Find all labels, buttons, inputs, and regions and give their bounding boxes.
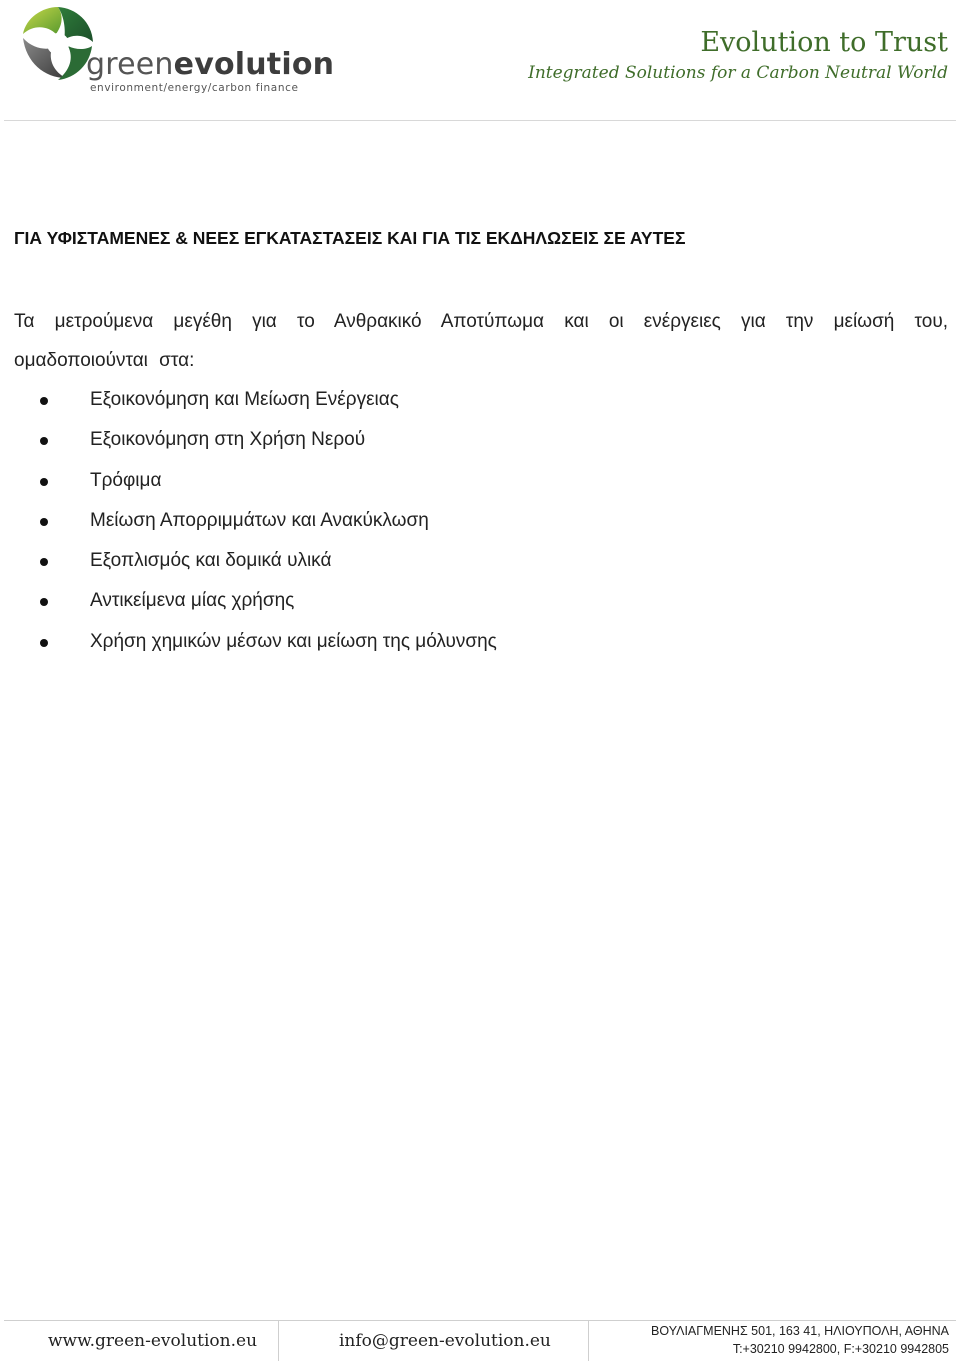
page-footer bbox=[4, 1321, 956, 1361]
tagline-subtitle: Integrated Solutions for a Carbon Neutral World bbox=[528, 63, 948, 83]
bullet-icon bbox=[40, 397, 48, 405]
list-item bbox=[14, 420, 948, 460]
tagline-title: Evolution to Trust bbox=[700, 27, 948, 58]
footer-contact-cell bbox=[588, 1321, 957, 1361]
page-header bbox=[0, 0, 960, 122]
bullet-icon bbox=[40, 518, 48, 526]
header-tagline bbox=[528, 26, 948, 86]
list-item-text: Χρήση χημικών μέσων και μείωση της μόλυνσης bbox=[90, 630, 497, 652]
list-item bbox=[14, 581, 948, 621]
document-body bbox=[14, 224, 948, 662]
email-link[interactable]: info@green-evolution.eu bbox=[339, 1331, 551, 1351]
list-item-text: Αντικείμενα μίας χρήσης bbox=[90, 590, 295, 612]
phone-text: T:+30210 9942800, F:+30210 9942805 bbox=[732, 1342, 949, 1356]
list-item bbox=[14, 380, 948, 420]
address-text: ΒΟΥΛΙΑΓΜΕΝΗΣ 501, 163 41, ΗΛΙΟΥΠΟΛΗ, ΑΘΗΝΑ bbox=[651, 1324, 949, 1338]
list-item bbox=[14, 622, 948, 662]
list-item-text: Εξοπλισμός και δομικά υλικά bbox=[90, 550, 332, 572]
list-item-text: Μείωση Απορριμμάτων και Ανακύκλωση bbox=[90, 509, 429, 531]
categories-list bbox=[14, 380, 948, 662]
logo-wordmark: greenevolution bbox=[86, 47, 335, 82]
list-item-text: Εξοικονόμηση στη Χρήση Νερού bbox=[90, 429, 366, 451]
list-item-text: Τρόφιμα bbox=[90, 469, 162, 491]
list-item bbox=[14, 461, 948, 501]
greenevolution-logo bbox=[18, 4, 335, 96]
bullet-icon bbox=[40, 437, 48, 445]
intro-paragraph: Τα μετρούμενα μεγέθη για το Ανθρακικό Αποτύπωμα και οι ενέργειες για την μείωσή του, ομαδοποιούνται στα: bbox=[14, 311, 948, 371]
bullet-icon bbox=[40, 478, 48, 486]
section-heading: ΓΙΑ ΥΦΙΣΤΑΜΕΝΕΣ & ΝΕΕΣ ΕΓΚΑΤΑΣΤΑΣΕΙΣ ΚΑΙ ΓΙΑ ΤΙΣ ΕΚΔΗΛΩΣΕΙΣ ΣΕ ΑΥΤΕΣ bbox=[14, 228, 686, 248]
bullet-icon bbox=[40, 598, 48, 606]
list-item-text: Εξοικονόμηση και Μείωση Ενέργειας bbox=[90, 389, 399, 410]
list-item bbox=[14, 541, 948, 581]
bullet-icon bbox=[40, 639, 48, 647]
footer-email-cell bbox=[278, 1321, 589, 1361]
logo-subtitle: environment/energy/carbon finance bbox=[90, 82, 299, 94]
list-item bbox=[14, 501, 948, 541]
bullet-icon bbox=[40, 558, 48, 566]
website-link[interactable]: www.green-evolution.eu bbox=[48, 1331, 258, 1351]
header-divider bbox=[4, 120, 956, 121]
footer-website-cell bbox=[4, 1321, 278, 1361]
